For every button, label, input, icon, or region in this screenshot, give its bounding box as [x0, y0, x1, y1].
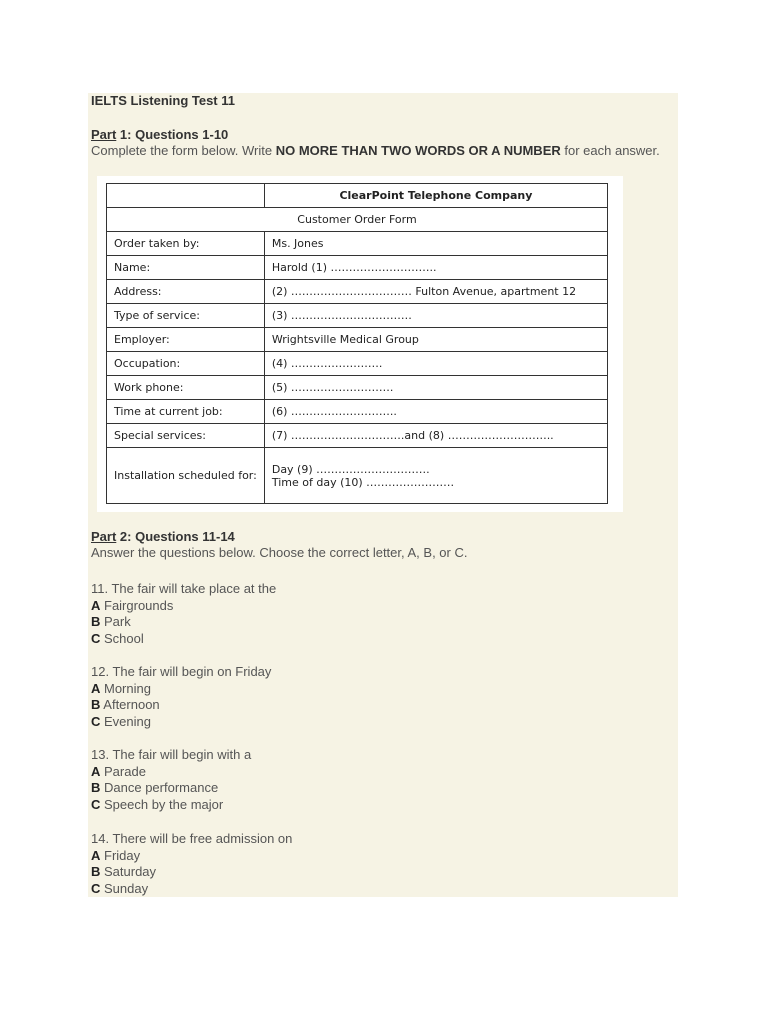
form-name: Customer Order Form: [107, 208, 608, 232]
option-letter: A: [91, 597, 101, 613]
part1-instruction-pre: Complete the form below. Write: [91, 143, 276, 158]
option-letter: A: [91, 680, 101, 696]
form-row-value: Wrightsville Medical Group: [264, 328, 607, 352]
question-12: [91, 664, 671, 730]
question-option: [91, 764, 671, 781]
form-row: [107, 352, 608, 376]
question-option: [91, 598, 671, 615]
part1-part-word: Part: [91, 127, 117, 142]
form-header-blank: [107, 184, 265, 208]
option-text: Dance performance: [100, 780, 219, 795]
option-letter: C: [91, 796, 101, 812]
option-text: Friday: [100, 847, 141, 863]
installation-value: [264, 448, 607, 504]
form-row: [107, 400, 608, 424]
option-text: Afternoon: [100, 697, 160, 712]
form-row: [107, 328, 608, 352]
installation-label: Installation scheduled for:: [107, 448, 265, 504]
form-row-label: Type of service:: [107, 304, 265, 328]
question-stem: 13. The fair will begin with a: [91, 747, 252, 762]
option-text: Park: [100, 614, 131, 629]
order-form-image: [97, 176, 623, 512]
form-row-value: (4) …………………….: [264, 352, 607, 376]
question-11: [91, 581, 671, 647]
form-row-installation: [107, 448, 608, 504]
form-row: [107, 280, 608, 304]
part2-instruction: Answer the questions below. Choose the correct letter, A, B, or C.: [91, 545, 468, 560]
option-letter: A: [91, 847, 101, 863]
form-row-value: (5) ……………………….: [264, 376, 607, 400]
question-stem: 11. The fair will take place at the: [91, 581, 277, 596]
form-row-label: Occupation:: [107, 352, 265, 376]
form-row: [107, 304, 608, 328]
form-row: [107, 256, 608, 280]
question-option: [91, 881, 671, 898]
form-row-value: (6) ………………………..: [264, 400, 607, 424]
form-header-row: [107, 184, 608, 208]
question-option: [91, 614, 671, 631]
option-letter: B: [91, 864, 101, 879]
part1-heading: [91, 127, 671, 143]
option-letter: C: [91, 880, 101, 896]
part2-section: [91, 529, 671, 562]
question-option: [91, 697, 671, 714]
form-row-label: Time at current job:: [107, 400, 265, 424]
part1-instruction-bold: NO MORE THAN TWO WORDS OR A NUMBER: [275, 143, 561, 158]
part1-instruction: [91, 143, 671, 158]
question-option: [91, 797, 671, 814]
option-text: School: [100, 630, 144, 646]
part1-section: [91, 93, 671, 158]
form-row-value: Harold (1) ………………………..: [264, 256, 607, 280]
option-text: Sunday: [100, 880, 149, 896]
question-13: [91, 747, 671, 813]
form-row-label: Order taken by:: [107, 232, 265, 256]
order-form-table: [106, 183, 608, 504]
form-name-row: [107, 208, 608, 232]
form-row-value: (7) ………………………….and (8) ………………………..: [264, 424, 607, 448]
form-row-label: Work phone:: [107, 376, 265, 400]
page-title: IELTS Listening Test 11: [91, 93, 235, 108]
form-row-value: (3) ……………………………: [264, 304, 607, 328]
question-stem: 14. There will be free admission on: [91, 831, 293, 846]
option-letter: C: [91, 630, 101, 646]
option-text: Speech by the major: [100, 796, 224, 812]
form-row: [107, 424, 608, 448]
installation-time: Time of day (10) ……………………: [271, 475, 455, 489]
question-option: [91, 681, 671, 698]
form-row: [107, 376, 608, 400]
question-option: [91, 780, 671, 797]
form-row-value: Ms. Jones: [264, 232, 607, 256]
option-letter: C: [91, 713, 101, 729]
option-letter: A: [91, 763, 101, 779]
option-text: Saturday: [100, 864, 157, 879]
form-row-label: Special services:: [107, 424, 265, 448]
installation-day: Day (9) ………………………….: [271, 462, 430, 476]
option-text: Parade: [100, 763, 146, 779]
option-text: Fairgrounds: [100, 597, 174, 613]
part2-heading-rest: 2: Questions 11-14: [116, 529, 235, 544]
form-row-label: Name:: [107, 256, 265, 280]
question-option: [91, 848, 671, 865]
part2-heading: [91, 529, 671, 545]
part2-part-word: Part: [91, 529, 117, 544]
option-text: Morning: [100, 680, 151, 696]
question-14: [91, 831, 671, 897]
question-option: [91, 631, 671, 648]
company-name: ClearPoint Telephone Company: [264, 184, 607, 208]
form-row: [107, 232, 608, 256]
question-option: [91, 714, 671, 731]
option-letter: B: [91, 697, 101, 712]
option-letter: B: [91, 614, 101, 629]
part1-instruction-post: for each answer.: [560, 143, 660, 158]
option-text: Evening: [100, 713, 151, 729]
part1-heading-rest: 1: Questions 1-10: [116, 127, 229, 142]
form-row-label: Employer:: [107, 328, 265, 352]
question-stem: 12. The fair will begin on Friday: [91, 664, 272, 679]
question-option: [91, 864, 671, 881]
form-row-label: Address:: [107, 280, 265, 304]
form-row-value: (2) …………………………… Fulton Avenue, apartment 12: [264, 280, 607, 304]
option-letter: B: [91, 780, 101, 795]
